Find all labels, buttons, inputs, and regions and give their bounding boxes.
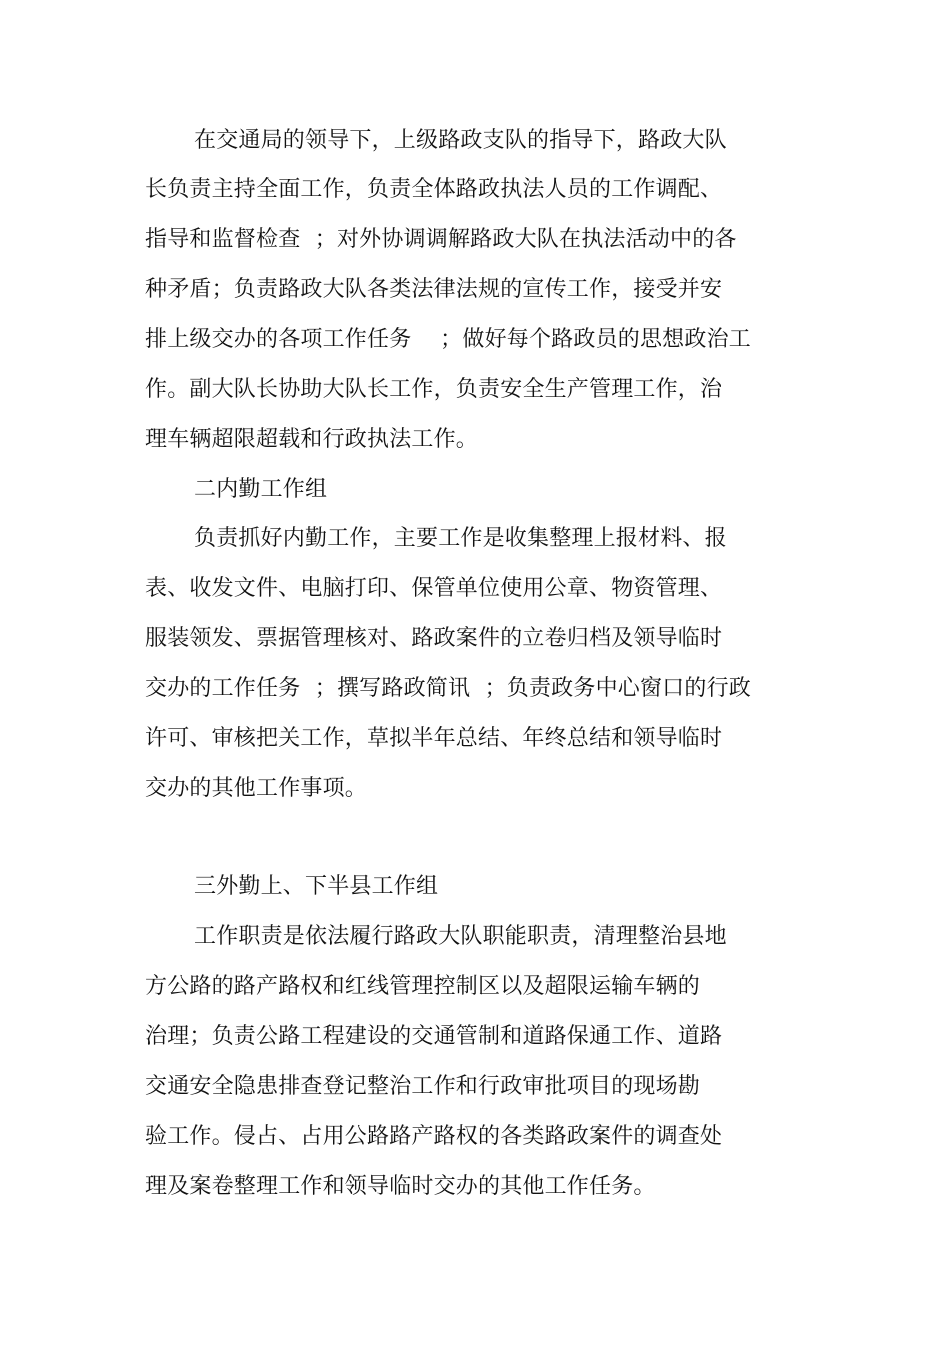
paragraph-line: 服装领发、票据管理核对、路政案件的立卷归档及领导临时: [145, 626, 723, 651]
paragraph-line: 交通安全隐患排查登记整治工作和行政审批项目的现场勘: [145, 1074, 701, 1099]
paragraph-line: 指导和监督检查 ；对外协调调解路政大队在执法活动中的各: [145, 227, 737, 252]
section-heading-field: 三外勤上、下半县工作组: [194, 874, 439, 899]
paragraph-line: 许可、审核把关工作，草拟半年总结、年终总结和领导临时: [145, 726, 723, 751]
paragraph-line: 长负责主持全面工作，负责全体路政执法人员的工作调配、: [145, 177, 723, 202]
paragraph-line: 种矛盾；负责路政大队各类法律法规的宣传工作，接受并安: [145, 277, 723, 302]
paragraph-line: 交办的工作任务 ；撰写路政简讯 ；负责政务中心窗口的行政: [145, 676, 751, 701]
section-heading-internal: 二内勤工作组: [194, 477, 328, 502]
paragraph-line: 排上级交办的各项工作任务 ；做好每个路政员的思想政治工: [145, 327, 751, 352]
paragraph-line: 治理；负责公路工程建设的交通管制和道路保通工作、道路: [145, 1024, 723, 1049]
paragraph-line: 理及案卷整理工作和领导临时交办的其他工作任务。: [145, 1174, 656, 1199]
paragraph-line: 负责抓好内勤工作，主要工作是收集整理上报材料、报: [194, 526, 727, 551]
paragraph-line: 理车辆超限超载和行政执法工作。: [145, 427, 479, 452]
paragraph-line: 表、收发文件、电脑打印、保管单位使用公章、物资管理、: [145, 576, 723, 601]
paragraph-line: 交办的其他工作事项。: [145, 776, 368, 801]
paragraph-line: 作。副大队长协助大队长工作，负责安全生产管理工作，治: [145, 377, 723, 402]
paragraph-line: 在交通局的领导下，上级路政支队的指导下，路政大队: [194, 128, 727, 153]
paragraph-line: 工作职责是依法履行路政大队职能职责，清理整治县地: [194, 924, 727, 949]
paragraph-line: 验工作。侵占、占用公路路产路权的各类路政案件的调查处: [145, 1124, 723, 1149]
paragraph-line: 方公路的路产路权和红线管理控制区以及超限运输车辆的: [145, 974, 701, 999]
